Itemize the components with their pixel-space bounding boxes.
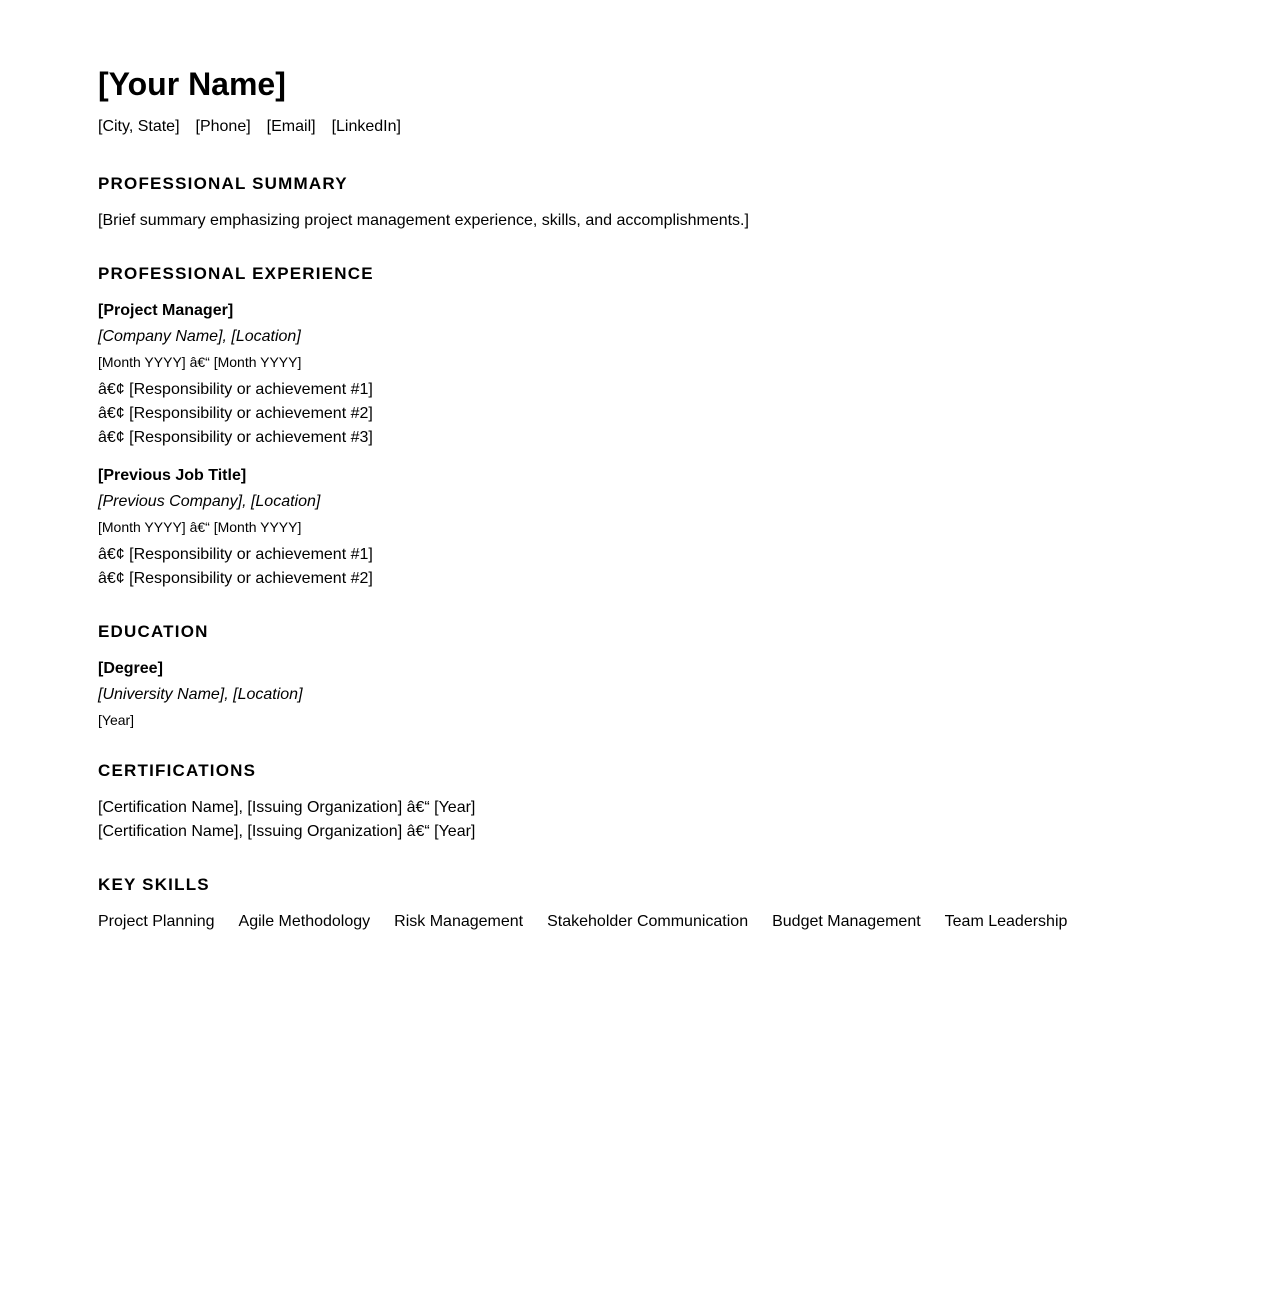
skill-item: Agile Methodology [238, 913, 371, 930]
contact-email: [Email] [266, 118, 316, 135]
certification-item: [Certification Name], [Issuing Organization] â€“ [Year] [98, 823, 476, 840]
certification-item: [Certification Name], [Issuing Organization] â€“ [Year] [98, 799, 476, 816]
contact-info [98, 115, 1278, 139]
job-title: [Previous Job Title] [98, 467, 247, 484]
skills-section [98, 873, 1278, 934]
bullet-item: â€¢ [Responsibility or achievement #2] [98, 405, 373, 422]
contact-phone: [Phone] [195, 118, 251, 135]
skill-item: Budget Management [772, 913, 921, 930]
job-title: [Project Manager] [98, 302, 234, 319]
skill-item: Stakeholder Communication [547, 913, 749, 930]
section-heading: PROFESSIONAL EXPERIENCE [98, 264, 374, 283]
section-heading: EDUCATION [98, 622, 209, 641]
bullet-item: â€¢ [Responsibility or achievement #1] [98, 381, 373, 398]
bullet-item: â€¢ [Responsibility or achievement #1] [98, 546, 373, 563]
bullet-item: â€¢ [Responsibility or achievement #3] [98, 429, 373, 446]
job-dates: [Month YYYY] â€“ [Month YYYY] [98, 519, 302, 535]
skill-item: Team Leadership [944, 913, 1068, 930]
section-heading: CERTIFICATIONS [98, 761, 257, 780]
bullet-item: â€¢ [Responsibility or achievement #2] [98, 570, 373, 587]
job-entry [98, 464, 1278, 591]
job-entry [98, 299, 1278, 450]
contact-linkedin: [LinkedIn] [331, 118, 401, 135]
section-heading: KEY SKILLS [98, 875, 210, 894]
university: [University Name], [Location] [98, 686, 303, 703]
experience-section [98, 262, 1278, 591]
skills-list [98, 910, 1278, 934]
summary-text: [Brief summary emphasizing project management experience, skills, and accomplishments.] [98, 212, 749, 229]
resume-name: [Your Name] [98, 66, 286, 102]
job-company: [Previous Company], [Location] [98, 493, 321, 510]
certifications-section [98, 759, 1278, 844]
job-dates: [Month YYYY] â€“ [Month YYYY] [98, 354, 302, 370]
summary-section [98, 172, 1278, 233]
degree: [Degree] [98, 660, 163, 677]
education-section [98, 620, 1278, 730]
job-company: [Company Name], [Location] [98, 328, 301, 345]
job-bullets [98, 543, 1278, 591]
skill-item: Risk Management [394, 913, 524, 930]
section-heading: PROFESSIONAL SUMMARY [98, 174, 348, 193]
graduation-year: [Year] [98, 712, 135, 728]
contact-location: [City, State] [98, 118, 180, 135]
job-bullets [98, 378, 1278, 450]
skill-item: Project Planning [98, 913, 215, 930]
